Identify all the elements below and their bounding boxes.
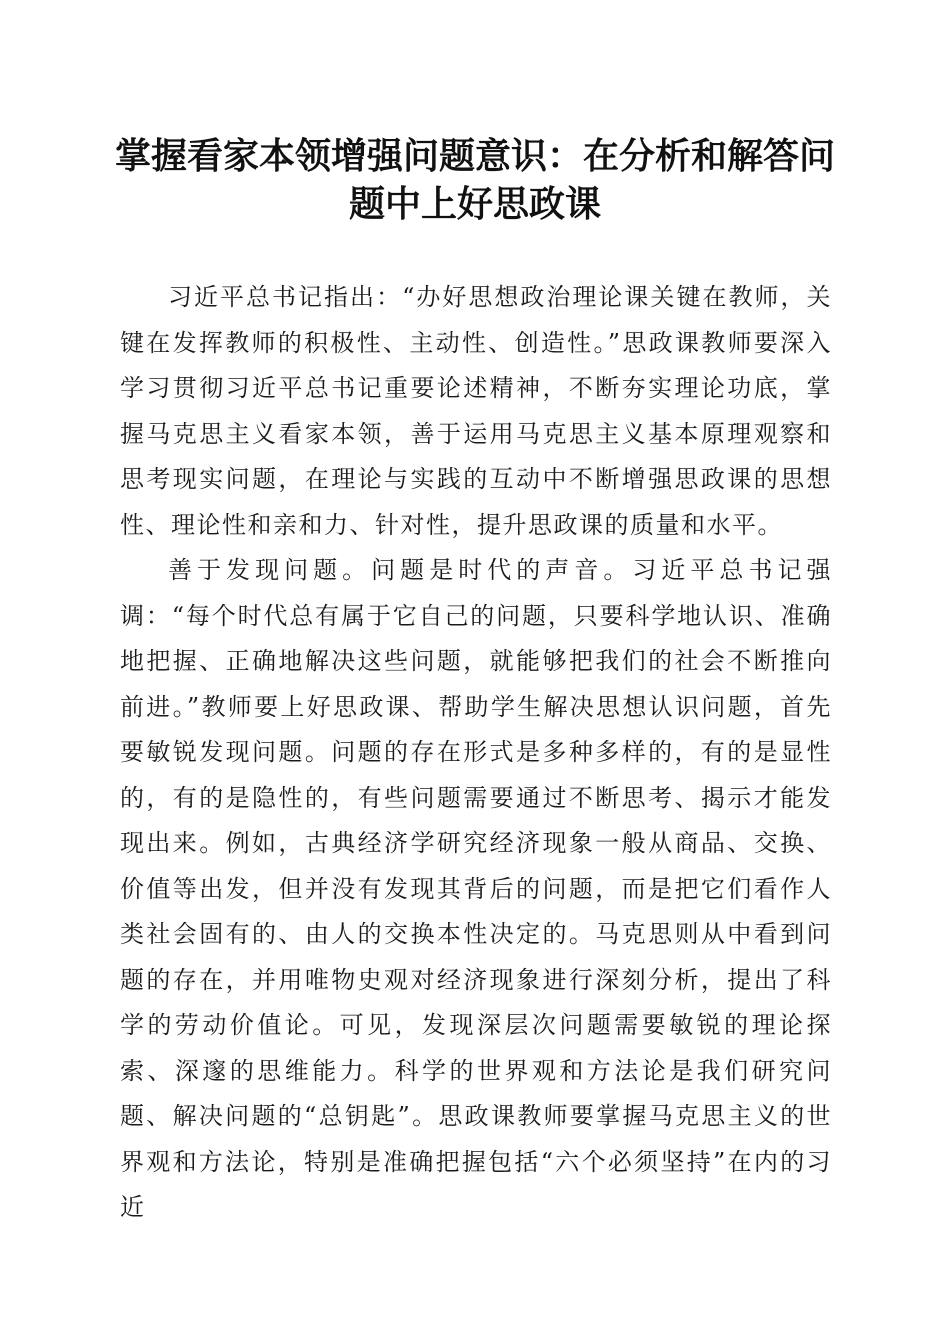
document-body: [120, 275, 832, 1231]
paragraph-intro: 习近平总书记指出：“办好思想政治理论课关键在教师，关键在发挥教师的积极性、主动性、创造性。”思政课教师要深入学习贯彻习近平总书记重要论述精神，不断夯实理论功底，掌握马克思主义看家本领，善于运用马克思主义基本原理观察和思考现实问题，在理论与实践的互动中不断增强思政课的思想性、理论性和亲和力、针对性，提升思政课的质量和水平。: [120, 283, 832, 539]
paragraph-discover-problems: 善于发现问题。问题是时代的声音。习近平总书记强调：“每个时代总有属于它自己的问题，只要科学地认识、准确地把握、正确地解决这些问题，就能够把我们的社会不断推向前进。”教师要上好思政课、帮助学生解决思想认识问题，首先要敏锐发现问题。问题的存在形式是多种多样的，有的是显性的，有的是隐性的，有些问题需要通过不断思考、揭示才能发现出来。例如，古典经济学研究经济现象一般从商品、交换、价值等出发，但并没有发现其背后的问题，而是把它们看作人类社会固有的、由人的交换本性决定的。马克思则从中看到问题的存在，并用唯物史观对经济现象进行深刻分析，提出了科学的劳动价值论。可见，发现深层次问题需要敏锐的理论探索、深邃的思维能力。科学的世界观和方法论是我们研究问题、解决问题的“总钥匙”。思政课教师要掌握马克思主义的世界观和方法论，特别是准确把握包括“六个必须坚持”在内的习近: [120, 556, 832, 1221]
document-title: 掌握看家本领增强问题意识：在分析和解答问题中上好思政课: [114, 135, 835, 225]
